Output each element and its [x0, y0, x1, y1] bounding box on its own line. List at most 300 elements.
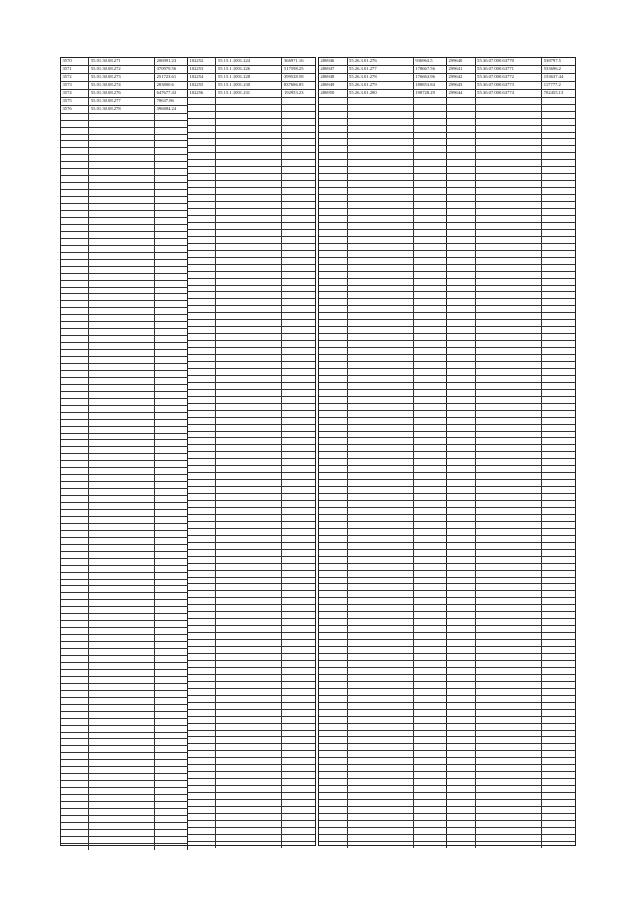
table-row — [61, 384, 188, 391]
row-number-cell-illegible — [188, 779, 216, 786]
table-row — [61, 468, 188, 475]
table-row — [447, 243, 575, 250]
table-row — [447, 299, 575, 306]
amount-cell-illegible — [155, 795, 188, 802]
amount-cell-illegible — [413, 250, 446, 257]
amount-cell-illegible — [542, 744, 575, 751]
row-number-cell-illegible — [188, 751, 216, 758]
table-row — [319, 591, 447, 598]
amount-cell-illegible — [155, 245, 188, 252]
code-cell-illegible — [216, 229, 282, 236]
row-number-cell-illegible — [188, 139, 216, 146]
code-cell: 55.36.07.000.63771 — [475, 65, 542, 73]
row-number-cell-illegible — [188, 257, 216, 264]
amount-cell-illegible — [282, 674, 315, 681]
table-row — [319, 737, 447, 744]
amount-cell-illegible — [413, 118, 446, 125]
row-number-cell-illegible — [61, 113, 89, 120]
table-row — [319, 97, 447, 104]
code-cell-illegible — [216, 118, 282, 125]
table-row — [447, 681, 575, 688]
row-number-cell-illegible — [188, 327, 216, 334]
amount-cell-illegible — [282, 744, 315, 751]
row-number-cell-illegible — [188, 424, 216, 431]
amount-cell-illegible — [413, 793, 446, 800]
amount-cell-illegible — [542, 473, 575, 480]
code-cell-illegible — [216, 660, 282, 667]
row-number-cell-illegible — [447, 542, 475, 549]
code-cell-illegible — [475, 257, 542, 264]
code-cell-illegible — [475, 737, 542, 744]
amount-cell-illegible — [282, 389, 315, 396]
amount-cell-illegible — [282, 827, 315, 834]
row-number-cell-illegible — [188, 209, 216, 216]
table-row — [188, 278, 315, 285]
row-number-cell-illegible — [447, 841, 475, 848]
row-number-cell-illegible — [188, 320, 216, 327]
table-row — [319, 81, 447, 89]
amount-cell-illegible — [282, 209, 315, 216]
code-cell-illegible — [216, 841, 282, 848]
table-row — [61, 461, 188, 468]
table-row — [319, 772, 447, 779]
table-row — [61, 732, 188, 739]
table-row — [61, 329, 188, 336]
row-number-cell-illegible — [188, 744, 216, 751]
code-cell-illegible — [347, 292, 413, 299]
table-row — [319, 278, 447, 285]
amount-cell-illegible — [155, 148, 188, 155]
row-number-cell-illegible — [319, 806, 347, 813]
row-number-cell-illegible — [188, 355, 216, 362]
row-number-cell-illegible — [447, 153, 475, 160]
row-number-cell-illegible — [188, 674, 216, 681]
row-number-cell-illegible — [61, 141, 89, 148]
code-cell-illegible — [89, 704, 155, 711]
table-row — [61, 537, 188, 544]
row-number-cell-illegible — [188, 285, 216, 292]
code-cell-illegible — [216, 445, 282, 452]
amount-cell-illegible — [282, 584, 315, 591]
code-cell-illegible — [475, 779, 542, 786]
amount-cell-illegible — [282, 361, 315, 368]
table-row — [61, 97, 188, 105]
code-cell-illegible — [216, 285, 282, 292]
code-cell-illegible — [89, 822, 155, 829]
row-number-cell-illegible — [188, 146, 216, 153]
table-row — [61, 711, 188, 718]
amount-cell-illegible — [542, 320, 575, 327]
row-number-cell-illegible — [447, 174, 475, 181]
row-number-cell-illegible — [188, 598, 216, 605]
code-cell-illegible — [89, 802, 155, 809]
code-cell-illegible — [347, 188, 413, 195]
row-number-cell-illegible — [61, 468, 89, 475]
code-cell-illegible — [216, 619, 282, 626]
table-row — [61, 336, 188, 343]
table-row — [188, 146, 315, 153]
code-cell-illegible — [475, 640, 542, 647]
amount-cell-illegible — [282, 487, 315, 494]
table-row — [447, 459, 575, 466]
amount-cell-illegible — [155, 614, 188, 621]
code-cell-illegible — [475, 626, 542, 633]
amount-cell-illegible — [155, 336, 188, 343]
code-cell-illegible — [475, 382, 542, 389]
code-cell-illegible — [89, 224, 155, 231]
row-number-cell-illegible — [61, 802, 89, 809]
row-number-cell-illegible — [61, 315, 89, 322]
row-number-cell-illegible — [447, 361, 475, 368]
amount-cell-illegible — [155, 704, 188, 711]
row-number-cell-illegible — [319, 827, 347, 834]
code-cell-illegible — [89, 447, 155, 454]
amount-cell-illegible — [542, 327, 575, 334]
row-number-cell-illegible — [447, 181, 475, 188]
amount-cell-illegible — [413, 626, 446, 633]
table-row — [447, 591, 575, 598]
code-cell-illegible — [347, 209, 413, 216]
amount-cell-illegible — [282, 654, 315, 661]
code-cell-illegible — [347, 348, 413, 355]
amount-cell-illegible — [282, 299, 315, 306]
table-row — [447, 81, 575, 89]
table-row — [319, 167, 447, 174]
table-row — [61, 308, 188, 315]
table-row — [447, 368, 575, 375]
code-cell-illegible — [347, 577, 413, 584]
table-row — [447, 528, 575, 535]
amount-cell-illegible — [413, 167, 446, 174]
row-number-cell-illegible — [61, 642, 89, 649]
row-number-cell-illegible — [61, 739, 89, 746]
code-cell-illegible — [475, 834, 542, 841]
amount-cell-illegible — [282, 243, 315, 250]
amount-cell-illegible — [155, 343, 188, 350]
amount-cell-illegible — [542, 563, 575, 570]
table-row — [61, 127, 188, 134]
table-row — [61, 73, 188, 81]
code-cell-illegible — [89, 530, 155, 537]
row-number-cell-illegible — [61, 829, 89, 836]
code-cell-illegible — [347, 285, 413, 292]
code-cell-illegible — [347, 820, 413, 827]
row-number-cell-illegible — [61, 656, 89, 663]
code-cell-illegible — [89, 503, 155, 510]
amount-cell-illegible — [413, 271, 446, 278]
row-number-cell-illegible — [447, 243, 475, 250]
table-row — [447, 487, 575, 494]
table-row — [447, 619, 575, 626]
row-number-cell-illegible — [188, 619, 216, 626]
table-row — [61, 217, 188, 224]
code-cell-illegible — [89, 725, 155, 732]
amount-cell-illegible — [542, 765, 575, 772]
table-row — [319, 459, 447, 466]
amount-cell-illegible — [155, 718, 188, 725]
table-row — [447, 355, 575, 362]
code-cell-illegible — [475, 104, 542, 111]
table-row — [188, 556, 315, 563]
table-row — [447, 834, 575, 841]
table-row — [61, 808, 188, 815]
row-number-cell-illegible — [61, 586, 89, 593]
amount-cell: 206991.23 — [155, 58, 188, 65]
code-cell-illegible — [216, 584, 282, 591]
table-row — [61, 635, 188, 642]
table-row — [188, 702, 315, 709]
code-cell-illegible — [89, 746, 155, 753]
code-cell-illegible — [475, 139, 542, 146]
amount-cell-illegible — [413, 674, 446, 681]
table-row — [188, 793, 315, 800]
table-row — [447, 716, 575, 723]
amount-cell-illegible — [413, 667, 446, 674]
table-row — [319, 341, 447, 348]
code-cell-illegible — [475, 577, 542, 584]
row-number-cell-illegible — [61, 419, 89, 426]
code-cell-illegible — [89, 662, 155, 669]
table-row — [188, 264, 315, 271]
row-number-cell-illegible — [188, 334, 216, 341]
amount-cell-illegible — [155, 363, 188, 370]
row-number-cell-illegible — [319, 508, 347, 515]
code-cell-illegible — [347, 229, 413, 236]
amount-cell-illegible — [155, 280, 188, 287]
amount-cell-illegible — [282, 660, 315, 667]
amount-cell: 178667.56 — [413, 65, 446, 73]
code-cell-illegible — [347, 786, 413, 793]
table-row — [319, 487, 447, 494]
row-number-cell-illegible — [319, 535, 347, 542]
table-row — [188, 834, 315, 841]
code-cell-illegible — [347, 494, 413, 501]
code-cell-illegible — [216, 125, 282, 132]
row-number-cell-illegible — [188, 452, 216, 459]
amount-cell-illegible — [155, 746, 188, 753]
code-cell-illegible — [475, 681, 542, 688]
table-row — [188, 772, 315, 779]
table-row — [319, 514, 447, 521]
amount-cell-illegible — [542, 605, 575, 612]
code-cell-illegible — [347, 813, 413, 820]
row-number-cell-illegible — [447, 417, 475, 424]
row-number-cell-illegible — [188, 167, 216, 174]
row-number-cell-illegible — [447, 341, 475, 348]
code-cell-illegible — [89, 635, 155, 642]
table-row — [447, 264, 575, 271]
row-number-cell-illegible — [188, 195, 216, 202]
row-number-cell-illegible — [61, 238, 89, 245]
code-cell-illegible — [216, 139, 282, 146]
row-number-cell-illegible — [188, 125, 216, 132]
code-cell-illegible — [475, 459, 542, 466]
code-cell-illegible — [347, 521, 413, 528]
code-cell-illegible — [89, 412, 155, 419]
code-cell-illegible — [347, 723, 413, 730]
row-number-cell-illegible — [319, 640, 347, 647]
row-number-cell-illegible — [447, 327, 475, 334]
table-row — [319, 508, 447, 515]
code-cell-illegible — [347, 542, 413, 549]
row-number-cell-illegible — [188, 709, 216, 716]
row-number-cell-illegible — [61, 454, 89, 461]
amount-cell-illegible — [282, 431, 315, 438]
code-cell-illegible — [216, 278, 282, 285]
row-number-cell-illegible — [188, 348, 216, 355]
row-number-cell-illegible — [61, 614, 89, 621]
amount-cell-illegible — [542, 174, 575, 181]
amount-cell-illegible — [542, 841, 575, 848]
table-row — [447, 320, 575, 327]
amount-cell-illegible — [413, 327, 446, 334]
row-number-cell-illegible — [188, 202, 216, 209]
amount-cell-illegible — [155, 475, 188, 482]
table-row — [447, 396, 575, 403]
table-row — [188, 695, 315, 702]
amount-cell-illegible — [155, 656, 188, 663]
amount-cell: 176663.96 — [413, 73, 446, 81]
row-number-cell-illegible — [188, 361, 216, 368]
table-row — [319, 389, 447, 396]
code-cell-illegible — [89, 204, 155, 211]
row-number-cell-illegible — [447, 132, 475, 139]
amount-cell-illegible — [413, 222, 446, 229]
table-row — [188, 466, 315, 473]
row-number-cell-illegible — [447, 125, 475, 132]
code-cell-illegible — [347, 779, 413, 786]
code-cell-illegible — [89, 468, 155, 475]
table-row — [447, 674, 575, 681]
table-row — [319, 612, 447, 619]
row-number-cell-illegible — [188, 501, 216, 508]
code-cell-illegible — [475, 521, 542, 528]
table-row — [447, 424, 575, 431]
table-row — [61, 496, 188, 503]
table-row — [61, 120, 188, 127]
row-number-cell-illegible — [61, 628, 89, 635]
code-cell-illegible — [89, 155, 155, 162]
code-cell-illegible — [216, 716, 282, 723]
code-cell-illegible — [475, 494, 542, 501]
code-cell-illegible — [475, 97, 542, 104]
code-cell-illegible — [89, 829, 155, 836]
amount-cell-illegible — [542, 424, 575, 431]
amount-cell-illegible — [542, 438, 575, 445]
row-number-cell-illegible — [319, 382, 347, 389]
code-cell-illegible — [89, 217, 155, 224]
amount-cell-illegible — [542, 466, 575, 473]
row-number-cell-illegible — [447, 681, 475, 688]
table-row — [447, 167, 575, 174]
code-cell-illegible — [89, 551, 155, 558]
table-row — [188, 368, 315, 375]
code-cell-illegible — [475, 236, 542, 243]
row-number-cell-illegible — [447, 431, 475, 438]
row-number-cell-illegible — [188, 181, 216, 188]
table-row — [61, 377, 188, 384]
amount-cell-illegible — [282, 772, 315, 779]
amount-cell-illegible — [155, 711, 188, 718]
amount-cell-illegible — [413, 174, 446, 181]
table-row — [61, 753, 188, 760]
code-cell-illegible — [475, 647, 542, 654]
amount-cell-illegible — [155, 377, 188, 384]
amount-cell-illegible — [282, 563, 315, 570]
row-number-cell-illegible — [188, 820, 216, 827]
amount-cell-illegible — [542, 341, 575, 348]
code-cell: 55.01.30.08.276 — [89, 89, 155, 97]
table-row — [447, 508, 575, 515]
amount-cell-illegible — [155, 537, 188, 544]
amount-cell-illegible — [542, 480, 575, 487]
row-number-cell-illegible — [319, 695, 347, 702]
amount-cell-illegible — [413, 452, 446, 459]
table-row — [447, 209, 575, 216]
row-number-cell-illegible — [447, 514, 475, 521]
table-row — [447, 820, 575, 827]
code-cell-illegible — [475, 306, 542, 313]
table-row — [319, 299, 447, 306]
amount-cell: 399528.58 — [282, 73, 315, 81]
table-row — [188, 494, 315, 501]
row-number-cell-illegible — [61, 621, 89, 628]
table-row — [61, 795, 188, 802]
code-cell-illegible — [475, 605, 542, 612]
row-number-cell-illegible — [188, 813, 216, 820]
amount-cell-illegible — [282, 716, 315, 723]
table-row — [61, 204, 188, 211]
code-cell-illegible — [89, 363, 155, 370]
amount-cell-illegible — [155, 607, 188, 614]
code-cell-illegible — [347, 355, 413, 362]
code-cell-illegible — [89, 245, 155, 252]
code-cell-illegible — [216, 473, 282, 480]
row-number-cell-illegible — [447, 264, 475, 271]
code-cell-illegible — [475, 264, 542, 271]
amount-cell-illegible — [542, 236, 575, 243]
row-number-cell-illegible — [447, 355, 475, 362]
table-row — [188, 487, 315, 494]
amount-cell-illegible — [155, 419, 188, 426]
code-cell-illegible — [475, 813, 542, 820]
table-row — [188, 236, 315, 243]
row-number-cell-illegible — [188, 229, 216, 236]
table-row — [447, 306, 575, 313]
row-number-cell-illegible — [319, 417, 347, 424]
table-row — [447, 250, 575, 257]
code-cell-illegible — [89, 259, 155, 266]
amount-cell-illegible — [155, 600, 188, 607]
code-cell-illegible — [89, 683, 155, 690]
amount-cell-illegible — [413, 292, 446, 299]
code-cell-illegible — [347, 320, 413, 327]
amount-cell-illegible — [542, 313, 575, 320]
code-cell-illegible — [475, 584, 542, 591]
table-row — [319, 65, 447, 73]
code-cell-illegible — [216, 521, 282, 528]
row-number-cell-illegible — [61, 412, 89, 419]
code-cell-illegible — [475, 570, 542, 577]
row-number-cell-illegible — [188, 382, 216, 389]
code-cell-illegible — [347, 570, 413, 577]
code-cell-illegible — [475, 188, 542, 195]
code-cell-illegible — [347, 667, 413, 674]
table-row — [447, 751, 575, 758]
ledger-block-1 — [61, 58, 188, 850]
code-cell-illegible — [347, 174, 413, 181]
code-cell-illegible — [347, 417, 413, 424]
